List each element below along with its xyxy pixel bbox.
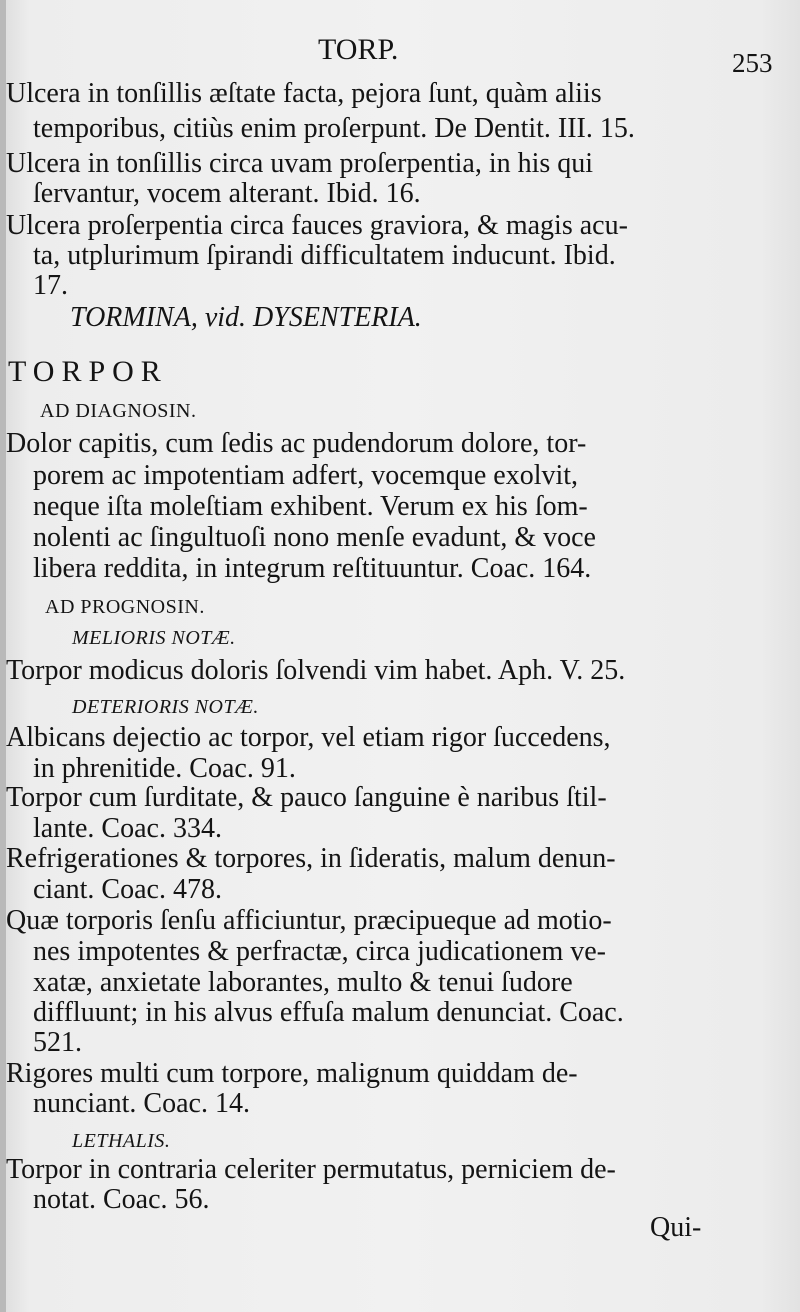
text-line: 17. (33, 270, 68, 301)
text-line: Dolor capitis, cum ſedis ac pudendorum dolore, tor- (6, 428, 587, 459)
text-line: 521. (33, 1027, 82, 1058)
text-line: Rigores multi cum torpore, malignum quiddam de- (6, 1058, 578, 1089)
text-line: ciant. Coac. 478. (33, 874, 222, 905)
text-line: Torpor modicus doloris ſolvendi vim habet. Aph. V. 25. (6, 655, 626, 686)
running-head: TORP. (318, 33, 399, 66)
text-line: xatæ, anxietate laborantes, multo & tenui ſudore (33, 967, 573, 998)
text-line: neque iſta moleſtiam exhibent. Verum ex his ſom- (33, 491, 588, 522)
text-line: Quæ torporis ſenſu afficiuntur, præcipueque ad motio- (6, 905, 612, 936)
text-line: in phrenitide. Coac. 91. (33, 753, 296, 784)
page-number: 253 (732, 48, 773, 78)
text-line: ſervantur, vocem alterant. Ibid. 16. (33, 178, 421, 209)
text-line: Torpor cum ſurditate, & pauco ſanguine è naribus ſtil- (6, 782, 607, 813)
text-line: nunciant. Coac. 14. (33, 1088, 250, 1119)
section-title: TORPOR (8, 355, 168, 388)
subheading: LETHALIS. (72, 1130, 171, 1152)
text-line: notat. Coac. 56. (33, 1184, 210, 1215)
text-line: diffluunt; in his alvus effuſa malum denunciat. Coac. (33, 997, 624, 1028)
text-line: Albicans dejectio ac torpor, vel etiam rigor ſuccedens, (6, 722, 611, 753)
text-line: temporibus, citiùs enim proſerpunt. De Dentit. III. 15. (33, 113, 635, 144)
subheading: AD PROGNOSIN. (45, 596, 205, 618)
subheading: DETERIORIS NOTÆ. (72, 696, 259, 718)
text-line: Torpor in contraria celeriter permutatus, perniciem de- (6, 1154, 616, 1185)
text-line: Ulcera in tonſillis æſtate facta, pejora ſunt, quàm aliis (6, 78, 602, 109)
text-line: nolenti ac ſingultuoſi nono menſe evadunt, & voce (33, 522, 596, 553)
subheading: AD DIAGNOSIN. (40, 400, 197, 422)
text-line: Ulcera in tonſillis circa uvam proſerpentia, in his qui (6, 148, 594, 179)
text-line: Refrigerationes & torpores, in ſideratis, malum denun- (6, 843, 616, 874)
text-line: nes impotentes & perfractæ, circa judicationem ve- (33, 936, 607, 967)
text-line: porem ac impotentiam adfert, vocemque exolvit, (33, 460, 579, 491)
text-line: Ulcera proſerpentia circa fauces graviora, & magis acu- (6, 210, 628, 241)
text-line: lante. Coac. 334. (33, 813, 222, 844)
catchword: Qui- (650, 1212, 702, 1243)
text-line: ta, utplurimum ſpirandi difficultatem inducunt. Ibid. (33, 240, 616, 271)
cross-reference: TORMINA, vid. DYSENTERIA. (70, 302, 422, 333)
text-line: libera reddita, in integrum reſtituuntur. Coac. 164. (33, 553, 592, 584)
subheading: MELIORIS NOTÆ. (72, 627, 236, 649)
